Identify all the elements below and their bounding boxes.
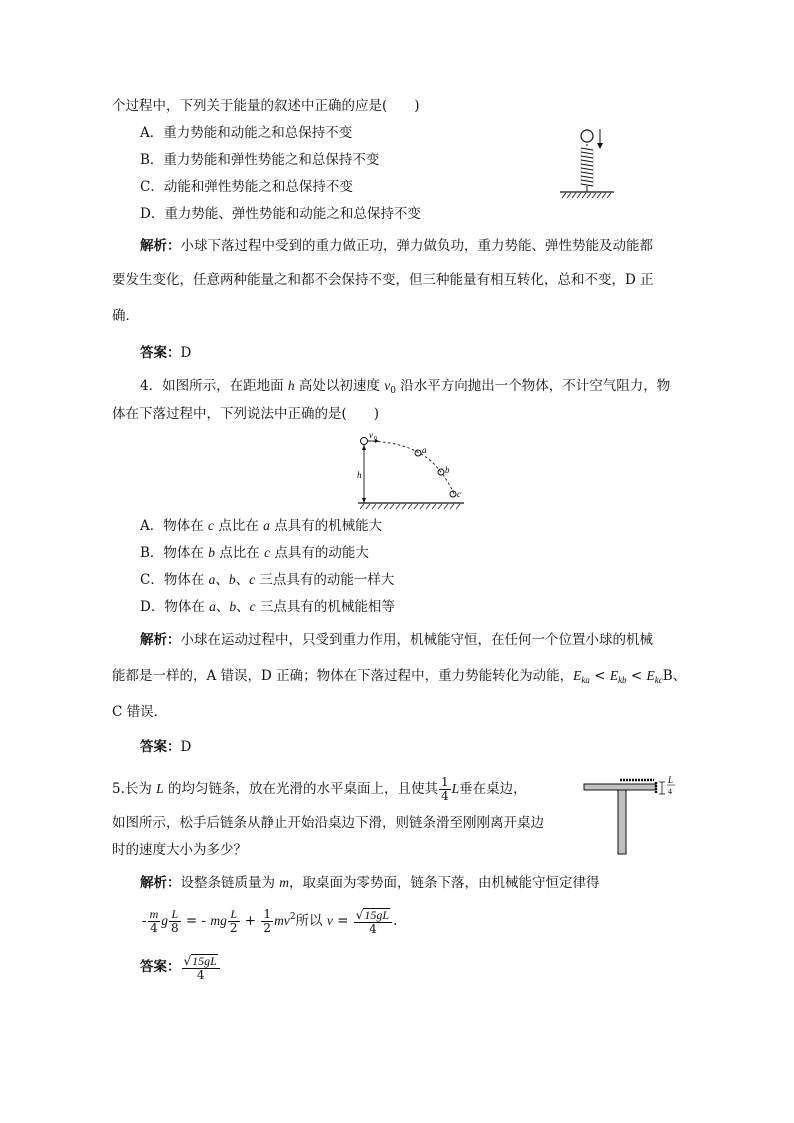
answer-label: 答案： [140,959,181,975]
q2-option-d: D．重力势能、弹性势能和动能之和总保持不变 [140,206,421,222]
fig-label-a: a [422,445,427,455]
fig-label-L: L [668,775,674,785]
q4-analysis-line-1: 解析：小球在运动过程中，只受到重力作用，机械能守恒，在任何一个位置小球的机械 [140,632,653,648]
analysis-label: 解析： [140,238,181,254]
spring-ball-figure [556,124,616,200]
q2-option-c: C．动能和弹性势能之和总保持不变 [140,179,353,195]
q4-answer: 答案：D [140,739,192,755]
q4-option-a: A．物体在 c 点比在 a 点具有的机械能大 [140,518,383,534]
q5-stem-line-3: 时的速度大小为多少？ [112,842,247,858]
q4-option-c: C．物体在 a、b、c 三点具有的动能一样大 [140,572,395,588]
analysis-label: 解析： [140,875,181,891]
fig-label-4: 4 [668,787,672,796]
q2-analysis-line-2: 要发生变化，任意两种能量之和都不会保持不变，但三种能量有相互转化，总和不变，D 正 [112,272,654,288]
q4-analysis-line-2: 能都是一样的，A 错误，D 正确；物体在下落过程中，重力势能转化为动能，$E_{ka} < E_{kb} < E_{kc}B$、 [112,668,687,685]
fig-label-v0: v [369,430,373,440]
q2-analysis-line-3: 确． [112,308,139,324]
fig-label-b: b [445,465,450,475]
q2-option-b: B．重力势能和弹性势能之和总保持不变 [140,152,380,168]
q4-option-d: D．物体在 a、b、c 三点具有的机械能相等 [140,599,395,615]
q5-analysis-line-1: 解析：设整条链质量为 m，取桌面为零势面，链条下落，由机械能守恒定律得 [140,875,600,891]
answer-label: 答案： [140,345,181,361]
q2-analysis-line-1: 解析：小球下落过程中受到的重力做正功，弹力做负功，重力势能、弹性势能及动能都 [140,238,653,254]
q5-stem-line-2: 如图所示，松手后链条从静止开始沿桌边下滑，则链条滑至刚刚离开桌边 [112,815,544,831]
q4-option-b: B．物体在 b 点比在 c 点具有的动能大 [140,545,369,561]
fig-label-h: h [357,470,362,480]
projectile-figure [344,428,468,510]
q2-option-a: A．重力势能和动能之和总保持不变 [140,125,353,141]
answer-label: 答案： [140,739,181,755]
q4-analysis-line-3: C 错误． [112,704,168,720]
q4-stem-line-1: 4．如图所示，在距地面 h 高处以初速度 $v_0$ 沿水平方向抛出一个物体，不计空气阻力，物 [140,378,671,396]
q5-answer: 答案： $\frac{√15gL}{4}$ [140,952,221,982]
analysis-label: 解析： [140,632,181,648]
q2-stem: 个过程中，下列关于能量的叙述中正确的应是( ) [112,98,420,114]
q5-stem-line-1: 5.长为 L 的均匀链条，放在光滑的水平桌面上，且使其 $\frac{1}{4}$ L垂在桌边， [112,775,527,803]
q4-stem-line-2: 体在下落过程中，下列说法中正确的是( ) [112,406,380,422]
fig-label-c: c [457,489,461,499]
fig-label-v0-sub: 0 [374,436,377,442]
q2-answer: 答案：D [140,345,192,361]
q5-equation: - $\frac{m}{4}$ g $\frac{L}{8}$ = - mg $\frac{L}{2}$ + $\frac{1}{2}$ $mv^2$所以 v = $\frac{√15gL}{4}$ . [142,907,398,936]
chain-table-figure [582,772,682,858]
